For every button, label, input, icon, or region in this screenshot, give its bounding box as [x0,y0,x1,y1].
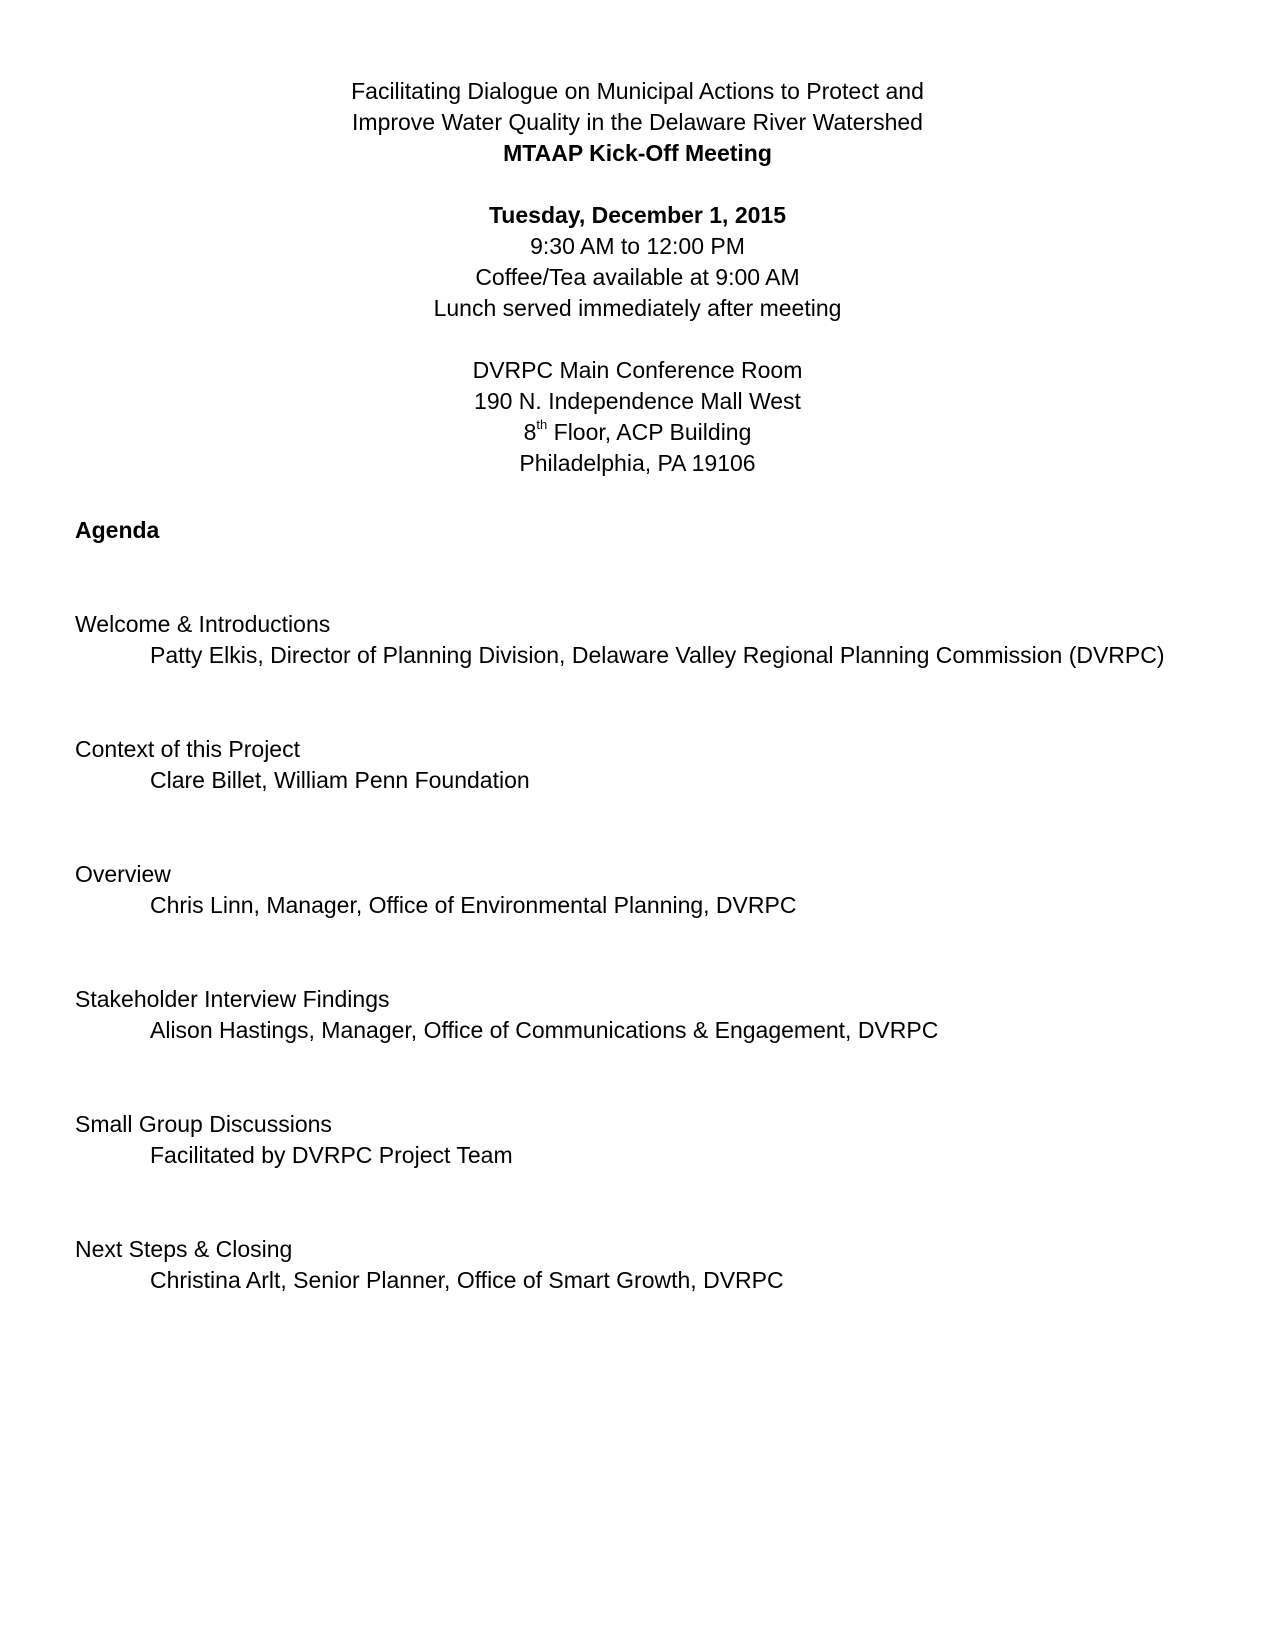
agenda-item-presenter: Christina Arlt, Senior Planner, Office of Smart Growth, DVRPC [150,1267,784,1293]
agenda-item [75,609,1225,734]
agenda-item-title: Small Group Discussions [75,1111,332,1137]
floor-rest: Floor, ACP Building [547,419,752,445]
agenda-item [75,859,1225,984]
location-room: DVRPC Main Conference Room [472,357,803,383]
agenda-item-presenter: Chris Linn, Manager, Office of Environmental Planning, DVRPC [150,892,797,918]
spacer [0,169,1275,200]
meeting-name: MTAAP Kick-Off Meeting [503,140,772,166]
lunch-note: Lunch served immediately after meeting [433,295,842,321]
agenda-item [75,984,1225,1109]
agenda-item [75,734,1225,859]
agenda-item-title: Welcome & Introductions [75,611,331,637]
agenda-item-presenter: Facilitated by DVRPC Project Team [150,1142,513,1168]
agenda-item [75,1234,1225,1359]
agenda-list [75,609,1225,1359]
agenda-item-presenter: Patty Elkis, Director of Planning Division, Delaware Valley Regional Planning Commission (DVRPC) [150,642,1165,668]
title-line-2: Improve Water Quality in the Delaware River Watershed [352,109,923,135]
title-line-1: Facilitating Dialogue on Municipal Actions to Protect and [351,78,924,104]
agenda-item-title: Stakeholder Interview Findings [75,986,390,1012]
agenda-item-title: Next Steps & Closing [75,1236,293,1262]
spacer [0,324,1275,355]
floor-suffix: th [536,417,548,433]
document-header [0,76,1275,479]
location-street: 190 N. Independence Mall West [474,388,801,414]
location-city: Philadelphia, PA 19106 [519,450,756,476]
location-floor [0,417,1275,448]
coffee-note: Coffee/Tea available at 9:00 AM [475,264,800,290]
agenda-item-title: Overview [75,861,171,887]
agenda-item-presenter: Clare Billet, William Penn Foundation [150,767,530,793]
agenda-heading: Agenda [75,517,160,543]
floor-number: 8 [523,419,537,445]
meeting-date: Tuesday, December 1, 2015 [488,202,787,228]
agenda-item [75,1109,1225,1234]
agenda-item-presenter: Alison Hastings, Manager, Office of Communications & Engagement, DVRPC [150,1017,939,1043]
agenda-item-title: Context of this Project [75,736,300,762]
meeting-time: 9:30 AM to 12:00 PM [530,233,745,259]
